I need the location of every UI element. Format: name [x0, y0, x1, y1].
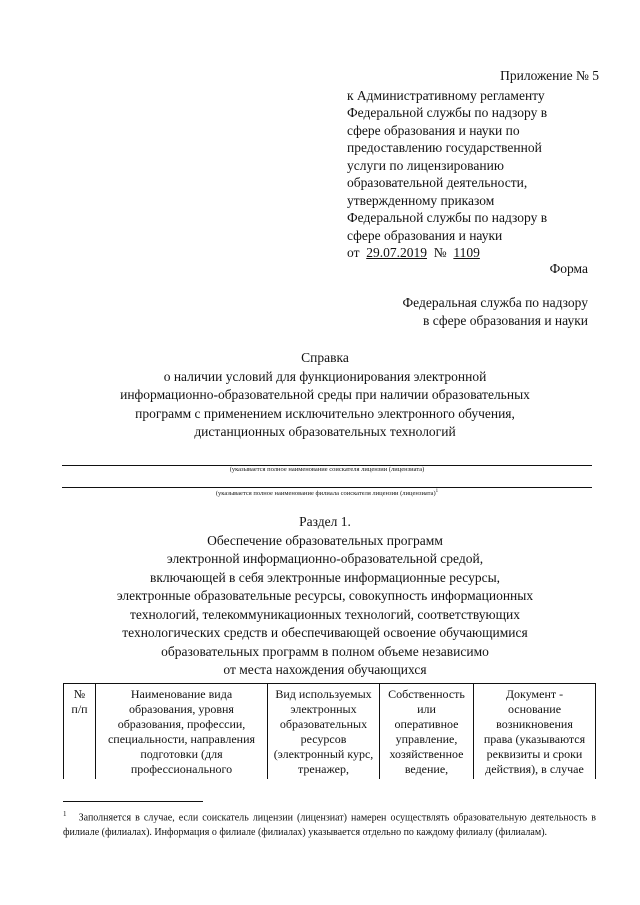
section-block [60, 513, 590, 680]
appendix-line: сфере образования и науки по [347, 122, 520, 138]
header-cell-resource-type: Вид используемых электронных образовательных ресурсов (электронный курс, тренажер, [268, 684, 380, 780]
from-label: от [347, 245, 360, 260]
section-line: Обеспечение образовательных программ [207, 532, 443, 548]
licensee-caption: (указывается полное наименование соискателя лицензии (лицензиата) [229, 466, 425, 473]
agency-block [402, 294, 588, 330]
agency-line: в сфере образования и науки [422, 313, 588, 328]
order-reference [347, 244, 607, 262]
footnote-mark: 1 [63, 810, 67, 818]
branch-caption-text: (указывается полное наименование филиала соискателя лицензии (лицензиата) [215, 490, 436, 498]
header-cell-program-name: Наименование вида образования, уровня образования, профессии, специальности, направления подготовки (для профессионального [96, 684, 268, 780]
title-line: информационно-образовательной среды при наличии образовательных [120, 387, 530, 402]
section-line: технологических средств и обеспечивающей освоение обучающимися [122, 625, 528, 640]
title-line: о наличии условий для функционирования электронной [163, 368, 487, 384]
footnote-ref: 1 [435, 489, 439, 494]
form-label: Форма [549, 261, 588, 276]
section-line: технологий, телекоммуникационных технологий, соответствующих [129, 606, 520, 622]
section-line: включающей в себя электронные информационные ресурсы, [149, 569, 501, 585]
section-line: электронные образовательные ресурсы, совокупность информационных [116, 588, 534, 603]
appendix-title: Приложение № 5 [500, 68, 599, 83]
section-line: электронной информационно-образовательной средой, [166, 551, 484, 566]
appendix-block [347, 67, 607, 262]
appendix-line: утвержденному приказом [347, 192, 495, 208]
appendix-line: предоставлению государственной [347, 140, 542, 155]
appendix-line: Федеральной службы по надзору в [347, 210, 548, 225]
appendix-line: к Административному регламенту [347, 87, 545, 103]
footnote-text: Заполняется в случае, если соискатель лицензии (лицензиат) намерен осуществлять образовательную деятельность в филиале (филиалах). Информация о филиале (филиалах) указывается отдельно по каждому филиалу (филиалам). [63, 812, 596, 839]
appendix-line: сфере образования и науки [347, 227, 503, 243]
appendix-line: Федеральной службы по надзору в [347, 105, 548, 120]
certificate-heading: Справка [301, 350, 349, 365]
title-line: программ с применением исключительно электронного обучения, [135, 405, 515, 421]
header-cell-ownership: Собственность или оперативное управление, хозяйственное ведение, [380, 684, 474, 780]
resources-table [63, 683, 596, 779]
footnote-separator [63, 801, 203, 802]
title-line: дистанционных образовательных технологий [194, 424, 456, 439]
appendix-line: услуги по лицензированию [347, 157, 504, 173]
order-number: 1109 [453, 245, 480, 260]
order-date: 29.07.2019 [366, 245, 427, 260]
header-cell-number: № п/п [64, 684, 96, 780]
appendix-line: образовательной деятельности, [347, 175, 528, 190]
branch-caption [62, 488, 592, 498]
certificate-title [60, 349, 590, 442]
section-heading: Раздел 1. [299, 514, 351, 529]
section-line: образовательных программ в полном объеме независимо [161, 643, 489, 659]
section-line: от места нахождения обучающихся [223, 662, 427, 677]
agency-line: Федеральная служба по надзору [402, 295, 588, 310]
table-header-row [64, 684, 596, 780]
footnote [63, 807, 596, 840]
number-label: № [433, 245, 447, 260]
header-cell-document: Документ - основание возникновения права (указываются реквизиты и сроки действия), в случае [474, 684, 596, 780]
